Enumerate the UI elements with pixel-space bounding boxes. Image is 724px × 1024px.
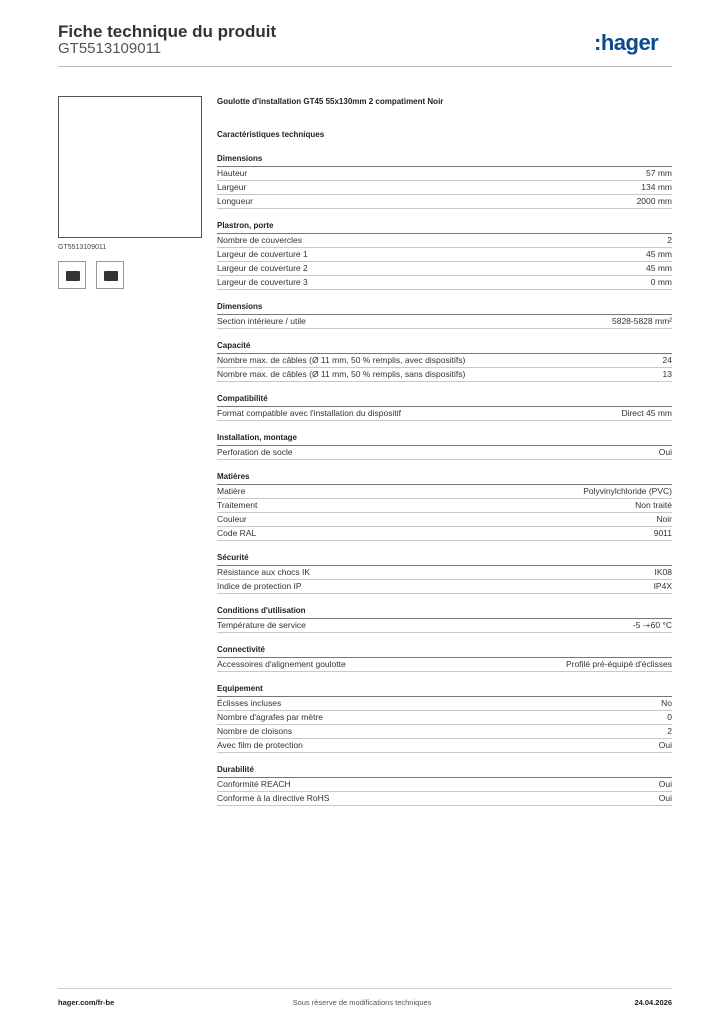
spec-value: 0 mm <box>650 277 672 287</box>
spec-row <box>217 658 672 672</box>
section-title: Connectivité <box>217 645 672 658</box>
characteristics-title: Caractéristiques techniques <box>217 130 325 139</box>
spec-label: Hauteur <box>217 168 248 178</box>
spec-label: Largeur <box>217 182 247 192</box>
spec-label: Matière <box>217 486 246 496</box>
spec-label: Largeur de couverture 1 <box>217 249 308 259</box>
spec-row <box>217 725 672 739</box>
spec-row <box>217 181 672 195</box>
section-title: Matières <box>217 472 672 485</box>
spec-row <box>217 315 672 329</box>
spec-row <box>217 368 672 382</box>
footer-date: 24.04.2026 <box>634 998 672 1007</box>
spec-row <box>217 697 672 711</box>
spec-value: 9011 <box>653 528 672 538</box>
spec-label: Perforation de socle <box>217 447 293 457</box>
product-name: Goulotte d'installation GT45 55x130mm 2 compatiment Noir <box>217 97 444 106</box>
spec-value: 13 <box>662 369 672 379</box>
spec-label: Nombre de couvercles <box>217 235 303 245</box>
spec-value: 45 mm <box>646 249 672 259</box>
photo-caption: GT5513109011 <box>58 244 107 251</box>
header-divider <box>58 66 672 67</box>
spec-value: Profilé pré-équipé d'éclisses <box>565 659 672 669</box>
spec-label: Nombre de cloisons <box>217 726 293 736</box>
product-photo <box>58 96 202 238</box>
spec-row <box>217 446 672 460</box>
spec-value: Noir <box>656 514 672 524</box>
spec-label: Nombre d'agrafes par mètre <box>217 712 324 722</box>
section-title: Dimensions <box>217 302 672 315</box>
spec-value: No <box>661 698 672 708</box>
spec-row <box>217 248 672 262</box>
spec-row <box>217 513 672 527</box>
hager-logo <box>594 30 658 56</box>
section-title: Capacité <box>217 341 672 354</box>
spec-row <box>217 792 672 806</box>
thumbnail-2[interactable] <box>96 261 124 289</box>
spec-label: Conformité REACH <box>217 779 291 789</box>
spec-value: 5828-5828 mm² <box>611 316 672 326</box>
section-title: Installation, montage <box>217 433 672 446</box>
spec-label: Éclisses incluses <box>217 698 282 708</box>
spec-row <box>217 778 672 792</box>
spec-value: 2 <box>667 726 672 736</box>
spec-row <box>217 167 672 181</box>
spec-row <box>217 276 672 290</box>
spec-value: 134 mm <box>641 182 672 192</box>
spec-label: Accessoires d'alignement goulotte <box>217 659 346 669</box>
spec-section <box>217 394 672 421</box>
spec-value: IP4X <box>653 581 672 591</box>
spec-row <box>217 739 672 753</box>
spec-row <box>217 619 672 633</box>
spec-section <box>217 645 672 672</box>
spec-row <box>217 580 672 594</box>
spec-value: -5 -+60 °C <box>632 620 672 630</box>
spec-row <box>217 234 672 248</box>
spec-row <box>217 499 672 513</box>
spec-section <box>217 553 672 594</box>
spec-row <box>217 407 672 421</box>
specifications <box>217 97 672 806</box>
spec-value: 2 <box>667 235 672 245</box>
spec-value: 24 <box>662 355 672 365</box>
spec-label: Section intérieure / utile <box>217 316 306 326</box>
page-title: Fiche technique du produit <box>58 22 277 41</box>
spec-label: Température de service <box>217 620 306 630</box>
spec-value: Polyvinylchloride (PVC) <box>583 486 672 496</box>
spec-value: Non traité <box>635 500 672 510</box>
spec-label: Traitement <box>217 500 258 510</box>
spec-value: 57 mm <box>646 168 672 178</box>
spec-value: Oui <box>658 447 672 457</box>
spec-label: Format compatible avec l'installation du dispositif <box>217 408 401 418</box>
spec-label: Nombre max. de câbles (Ø 11 mm, 50 % remplis, sans dispositifs) <box>217 369 466 379</box>
section-title: Equipement <box>217 684 672 697</box>
footer-website[interactable]: hager.com/fr-be <box>58 998 115 1007</box>
spec-value: 45 mm <box>646 263 672 273</box>
section-title: Sécurité <box>217 553 672 566</box>
logo-dots: : <box>594 30 601 55</box>
spec-label: Couleur <box>217 514 247 524</box>
spec-row <box>217 566 672 580</box>
spec-section <box>217 302 672 329</box>
spec-label: Code RAL <box>217 528 257 538</box>
spec-label: Résistance aux chocs IK <box>217 567 311 577</box>
spec-label: Avec film de protection <box>217 740 303 750</box>
spec-row <box>217 527 672 541</box>
section-title: Dimensions <box>217 154 672 167</box>
spec-label: Largeur de couverture 3 <box>217 277 308 287</box>
footer-divider <box>58 988 672 989</box>
spec-section <box>217 606 672 633</box>
spec-value: IK08 <box>654 567 672 577</box>
logo-text: hager <box>600 30 659 55</box>
spec-row <box>217 711 672 725</box>
spec-value: Oui <box>658 793 672 803</box>
section-title: Durabilité <box>217 765 672 778</box>
spec-section <box>217 221 672 290</box>
spec-label: Longueur <box>217 196 253 206</box>
section-title: Conditions d'utilisation <box>217 606 672 619</box>
spec-label: Nombre max. de câbles (Ø 11 mm, 50 % remplis, avec dispositifs) <box>217 355 466 365</box>
footer-notice: Sous réserve de modifications techniques <box>292 998 432 1007</box>
spec-value: 0 <box>667 712 672 722</box>
spec-label: Indice de protection IP <box>217 581 302 591</box>
spec-section <box>217 472 672 541</box>
spec-label: Conforme à la directive RoHS <box>217 793 330 803</box>
spec-row <box>217 262 672 276</box>
spec-value: 2000 mm <box>636 196 672 206</box>
spec-row <box>217 195 672 209</box>
product-reference: GT5513109011 <box>58 40 162 57</box>
section-title: Plastron, porte <box>217 221 672 234</box>
spec-value: Direct 45 mm <box>621 408 672 418</box>
spec-section <box>217 765 672 806</box>
spec-section <box>217 684 672 753</box>
spec-row <box>217 485 672 499</box>
spec-label: Largeur de couverture 2 <box>217 263 308 273</box>
spec-section <box>217 433 672 460</box>
spec-value: Oui <box>658 740 672 750</box>
spec-row <box>217 354 672 368</box>
section-title: Compatibilité <box>217 394 672 407</box>
spec-section <box>217 341 672 382</box>
thumbnail-1[interactable] <box>58 261 86 289</box>
spec-section <box>217 154 672 209</box>
spec-value: Oui <box>658 779 672 789</box>
